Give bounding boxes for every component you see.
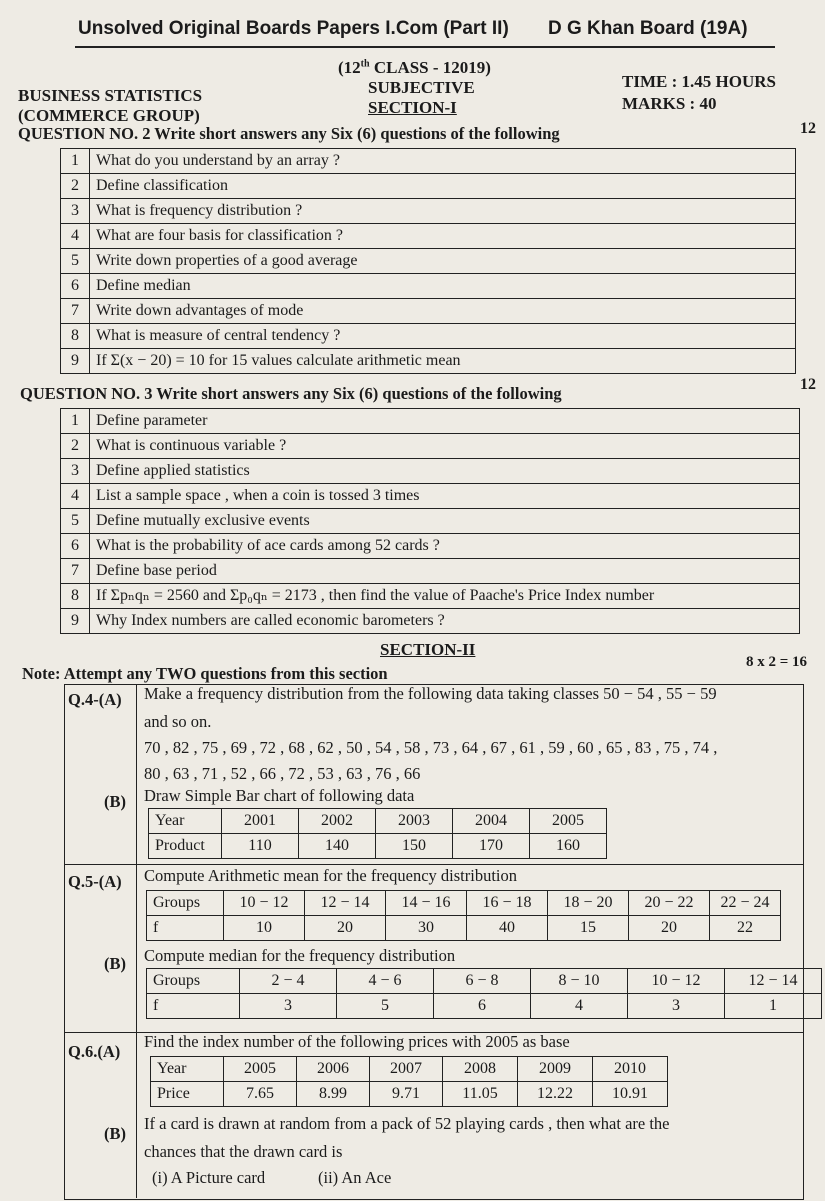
time-allowed: TIME : 1.45 HOURS bbox=[622, 72, 776, 91]
data-table-cell: 6 − 8 bbox=[434, 969, 531, 994]
question-row bbox=[61, 199, 796, 224]
data-table-cell: 2006 bbox=[297, 1057, 370, 1082]
data-table-cell: 40 bbox=[467, 916, 548, 941]
q3-title: QUESTION NO. 3 Write short answers any Six (6) questions of the following bbox=[20, 384, 562, 403]
question-text: Define base period bbox=[90, 559, 800, 584]
data-table-header-cell: f bbox=[147, 994, 240, 1019]
question-text: What is frequency distribution ? bbox=[90, 199, 796, 224]
question-number: 6 bbox=[61, 274, 90, 299]
q2-marks: 12 bbox=[800, 120, 816, 137]
question-row bbox=[61, 509, 800, 534]
question-text: Define parameter bbox=[90, 409, 800, 434]
q4-a-data-line1: 70 , 82 , 75 , 69 , 72 , 68 , 62 , 50 , 54 , 58 , 73 , 64 , 67 , 61 , 59 , 60 , 65 , 83 , 75 , 74 , bbox=[144, 738, 718, 757]
data-table-header-cell: Year bbox=[151, 1057, 224, 1082]
question-row bbox=[61, 349, 796, 374]
data-table-header-cell: Product bbox=[149, 834, 222, 859]
question-text: Define mutually exclusive events bbox=[90, 509, 800, 534]
question-number: 1 bbox=[61, 409, 90, 434]
data-table-cell: 11.05 bbox=[443, 1082, 518, 1107]
question-text: Write down properties of a good average bbox=[90, 249, 796, 274]
data-table-cell: 2004 bbox=[453, 809, 530, 834]
data-table-cell: 6 bbox=[434, 994, 531, 1019]
question-number: 3 bbox=[61, 199, 90, 224]
book-title: Unsolved Original Boards Papers I.Com (Part II) bbox=[78, 18, 509, 39]
data-table-row bbox=[151, 1082, 668, 1107]
data-table-row bbox=[149, 809, 607, 834]
q6-data-table bbox=[150, 1056, 668, 1107]
data-table-cell: 2001 bbox=[222, 809, 299, 834]
question-number: 7 bbox=[61, 299, 90, 324]
question-text: What is measure of central tendency ? bbox=[90, 324, 796, 349]
data-table-cell: 8 − 10 bbox=[531, 969, 628, 994]
data-table-cell: 10 − 12 bbox=[628, 969, 725, 994]
question-text: Write down advantages of mode bbox=[90, 299, 796, 324]
q6-b-text-line1: If a card is drawn at random from a pack of 52 playing cards , then what are the bbox=[144, 1114, 670, 1133]
data-table-cell: 4 bbox=[531, 994, 628, 1019]
question-text: What do you understand by an array ? bbox=[90, 149, 796, 174]
section-two-note: Note: Attempt any TWO questions from this section bbox=[22, 664, 388, 683]
data-table-cell: 3 bbox=[628, 994, 725, 1019]
data-table-cell: 2003 bbox=[376, 809, 453, 834]
question-number: 2 bbox=[61, 434, 90, 459]
data-table-cell: 2 − 4 bbox=[240, 969, 337, 994]
paper-type: SUBJECTIVE bbox=[368, 78, 475, 97]
data-table-header-cell: Groups bbox=[147, 969, 240, 994]
data-table-cell: 3 bbox=[240, 994, 337, 1019]
question-number: 6 bbox=[61, 534, 90, 559]
question-number: 2 bbox=[61, 174, 90, 199]
data-table-cell: 9.71 bbox=[370, 1082, 443, 1107]
data-table-cell: 16 − 18 bbox=[467, 891, 548, 916]
total-marks: MARKS : 40 bbox=[622, 94, 717, 113]
question-row bbox=[61, 274, 796, 299]
q6-b-option-2: (ii) An Ace bbox=[318, 1168, 392, 1187]
question-row bbox=[61, 174, 796, 199]
data-table-cell: 20 − 22 bbox=[629, 891, 710, 916]
question-text: Define classification bbox=[90, 174, 796, 199]
data-table-cell: 2010 bbox=[593, 1057, 668, 1082]
section-one-title: SECTION-I bbox=[368, 98, 457, 117]
section-two-title: SECTION-II bbox=[380, 640, 476, 659]
board-name: D G Khan Board (19A) bbox=[548, 18, 748, 39]
q4-label: Q.4-(A) bbox=[68, 690, 122, 709]
data-table-cell: 2008 bbox=[443, 1057, 518, 1082]
data-table-cell: 14 − 16 bbox=[386, 891, 467, 916]
data-table-cell: 140 bbox=[299, 834, 376, 859]
question-text: If Σ(x − 20) = 10 for 15 values calculate arithmetic mean bbox=[90, 349, 796, 374]
question-row bbox=[61, 299, 796, 324]
q6-label: Q.6.(A) bbox=[68, 1042, 121, 1061]
question-row bbox=[61, 409, 800, 434]
data-table-cell: 30 bbox=[386, 916, 467, 941]
data-table-cell: 2007 bbox=[370, 1057, 443, 1082]
question-row bbox=[61, 324, 796, 349]
data-table-cell: 4 − 6 bbox=[337, 969, 434, 994]
data-table-row bbox=[147, 969, 822, 994]
section-two-marks: 8 x 2 = 16 bbox=[746, 654, 808, 670]
question-row bbox=[61, 459, 800, 484]
question-row bbox=[61, 534, 800, 559]
question-row bbox=[61, 559, 800, 584]
data-table-cell: 2005 bbox=[530, 809, 607, 834]
data-table-row bbox=[147, 916, 781, 941]
question-text: Define median bbox=[90, 274, 796, 299]
data-table-cell: 110 bbox=[222, 834, 299, 859]
question-number: 5 bbox=[61, 249, 90, 274]
q3-marks: 12 bbox=[800, 376, 816, 393]
data-table-cell: 22 − 24 bbox=[710, 891, 781, 916]
data-table-cell: 150 bbox=[376, 834, 453, 859]
question-row bbox=[61, 584, 800, 609]
q3-table bbox=[60, 408, 800, 634]
data-table-cell: 10 bbox=[224, 916, 305, 941]
q6-b-text-line2: chances that the drawn card is bbox=[144, 1142, 343, 1161]
data-table-row bbox=[147, 891, 781, 916]
data-table-cell: 12 − 14 bbox=[725, 969, 822, 994]
question-text: List a sample space , when a coin is tossed 3 times bbox=[90, 484, 800, 509]
q5-b-data-table bbox=[146, 968, 822, 1019]
q5-label: Q.5-(A) bbox=[68, 872, 122, 891]
data-table-row bbox=[149, 834, 607, 859]
q4-b-text: Draw Simple Bar chart of following data bbox=[144, 786, 415, 805]
question-number: 4 bbox=[61, 224, 90, 249]
q6-a-text: Find the index number of the following prices with 2005 as base bbox=[144, 1032, 570, 1051]
q4-data-table bbox=[148, 808, 607, 859]
q4-q5-divider bbox=[64, 864, 804, 865]
group-name: (COMMERCE GROUP) bbox=[18, 106, 200, 125]
data-table-header-cell: Year bbox=[149, 809, 222, 834]
q5-b-label: (B) bbox=[104, 954, 126, 973]
data-table-cell: 170 bbox=[453, 834, 530, 859]
question-row bbox=[61, 434, 800, 459]
header-rule bbox=[75, 46, 775, 48]
data-table-cell: 2009 bbox=[518, 1057, 593, 1082]
data-table-cell: 18 − 20 bbox=[548, 891, 629, 916]
data-table-cell: 22 bbox=[710, 916, 781, 941]
question-number: 8 bbox=[61, 324, 90, 349]
question-row bbox=[61, 609, 800, 634]
data-table-cell: 10.91 bbox=[593, 1082, 668, 1107]
question-row bbox=[61, 149, 796, 174]
q5-a-text: Compute Arithmetic mean for the frequency distribution bbox=[144, 866, 517, 885]
data-table-cell: 15 bbox=[548, 916, 629, 941]
question-number: 7 bbox=[61, 559, 90, 584]
question-number: 4 bbox=[61, 484, 90, 509]
class-info: (12th CLASS - 12019) bbox=[338, 58, 491, 77]
question-row bbox=[61, 249, 796, 274]
q5-a-data-table bbox=[146, 890, 781, 941]
q6-b-label: (B) bbox=[104, 1124, 126, 1143]
question-text: What is the probability of ace cards among 52 cards ? bbox=[90, 534, 800, 559]
q4-a-data-line2: 80 , 63 , 71 , 52 , 66 , 72 , 53 , 63 , 76 , 66 bbox=[144, 764, 421, 783]
q2-title: QUESTION NO. 2 Write short answers any Six (6) questions of the following bbox=[18, 124, 560, 143]
question-number: 9 bbox=[61, 349, 90, 374]
data-table-cell: 1 bbox=[725, 994, 822, 1019]
data-table-cell: 160 bbox=[530, 834, 607, 859]
question-text: Why Index numbers are called economic barometers ? bbox=[90, 609, 800, 634]
data-table-cell: 12.22 bbox=[518, 1082, 593, 1107]
question-row bbox=[61, 484, 800, 509]
data-table-cell: 2002 bbox=[299, 809, 376, 834]
data-table-cell: 2005 bbox=[224, 1057, 297, 1082]
label-column-divider bbox=[136, 684, 137, 1198]
question-number: 8 bbox=[61, 584, 90, 609]
q6-b-option-1: (i) A Picture card bbox=[152, 1168, 266, 1187]
q4-b-label: (B) bbox=[104, 792, 126, 811]
q4-a-text-line1: Make a frequency distribution from the following data taking classes 50 − 54 , 55 − 59 bbox=[144, 684, 717, 703]
question-text: What are four basis for classification ? bbox=[90, 224, 796, 249]
data-table-cell: 5 bbox=[337, 994, 434, 1019]
data-table-cell: 20 bbox=[305, 916, 386, 941]
question-number: 1 bbox=[61, 149, 90, 174]
data-table-cell: 20 bbox=[629, 916, 710, 941]
data-table-row bbox=[151, 1057, 668, 1082]
subject-name: BUSINESS STATISTICS bbox=[18, 86, 203, 105]
data-table-cell: 8.99 bbox=[297, 1082, 370, 1107]
q2-table bbox=[60, 148, 796, 374]
data-table-header-cell: Price bbox=[151, 1082, 224, 1107]
question-text: What is continuous variable ? bbox=[90, 434, 800, 459]
data-table-row bbox=[147, 994, 822, 1019]
data-table-cell: 10 − 12 bbox=[224, 891, 305, 916]
q5-b-text: Compute median for the frequency distribution bbox=[144, 946, 456, 965]
question-number: 5 bbox=[61, 509, 90, 534]
question-number: 9 bbox=[61, 609, 90, 634]
question-number: 3 bbox=[61, 459, 90, 484]
question-text: If Σpₙqₙ = 2560 and Σp₀qₙ = 2173 , then find the value of Paache's Price Index number bbox=[90, 584, 800, 609]
data-table-header-cell: f bbox=[147, 916, 224, 941]
data-table-header-cell: Groups bbox=[147, 891, 224, 916]
q4-a-text-line2: and so on. bbox=[144, 712, 212, 731]
question-row bbox=[61, 224, 796, 249]
question-text: Define applied statistics bbox=[90, 459, 800, 484]
data-table-cell: 7.65 bbox=[224, 1082, 297, 1107]
data-table-cell: 12 − 14 bbox=[305, 891, 386, 916]
